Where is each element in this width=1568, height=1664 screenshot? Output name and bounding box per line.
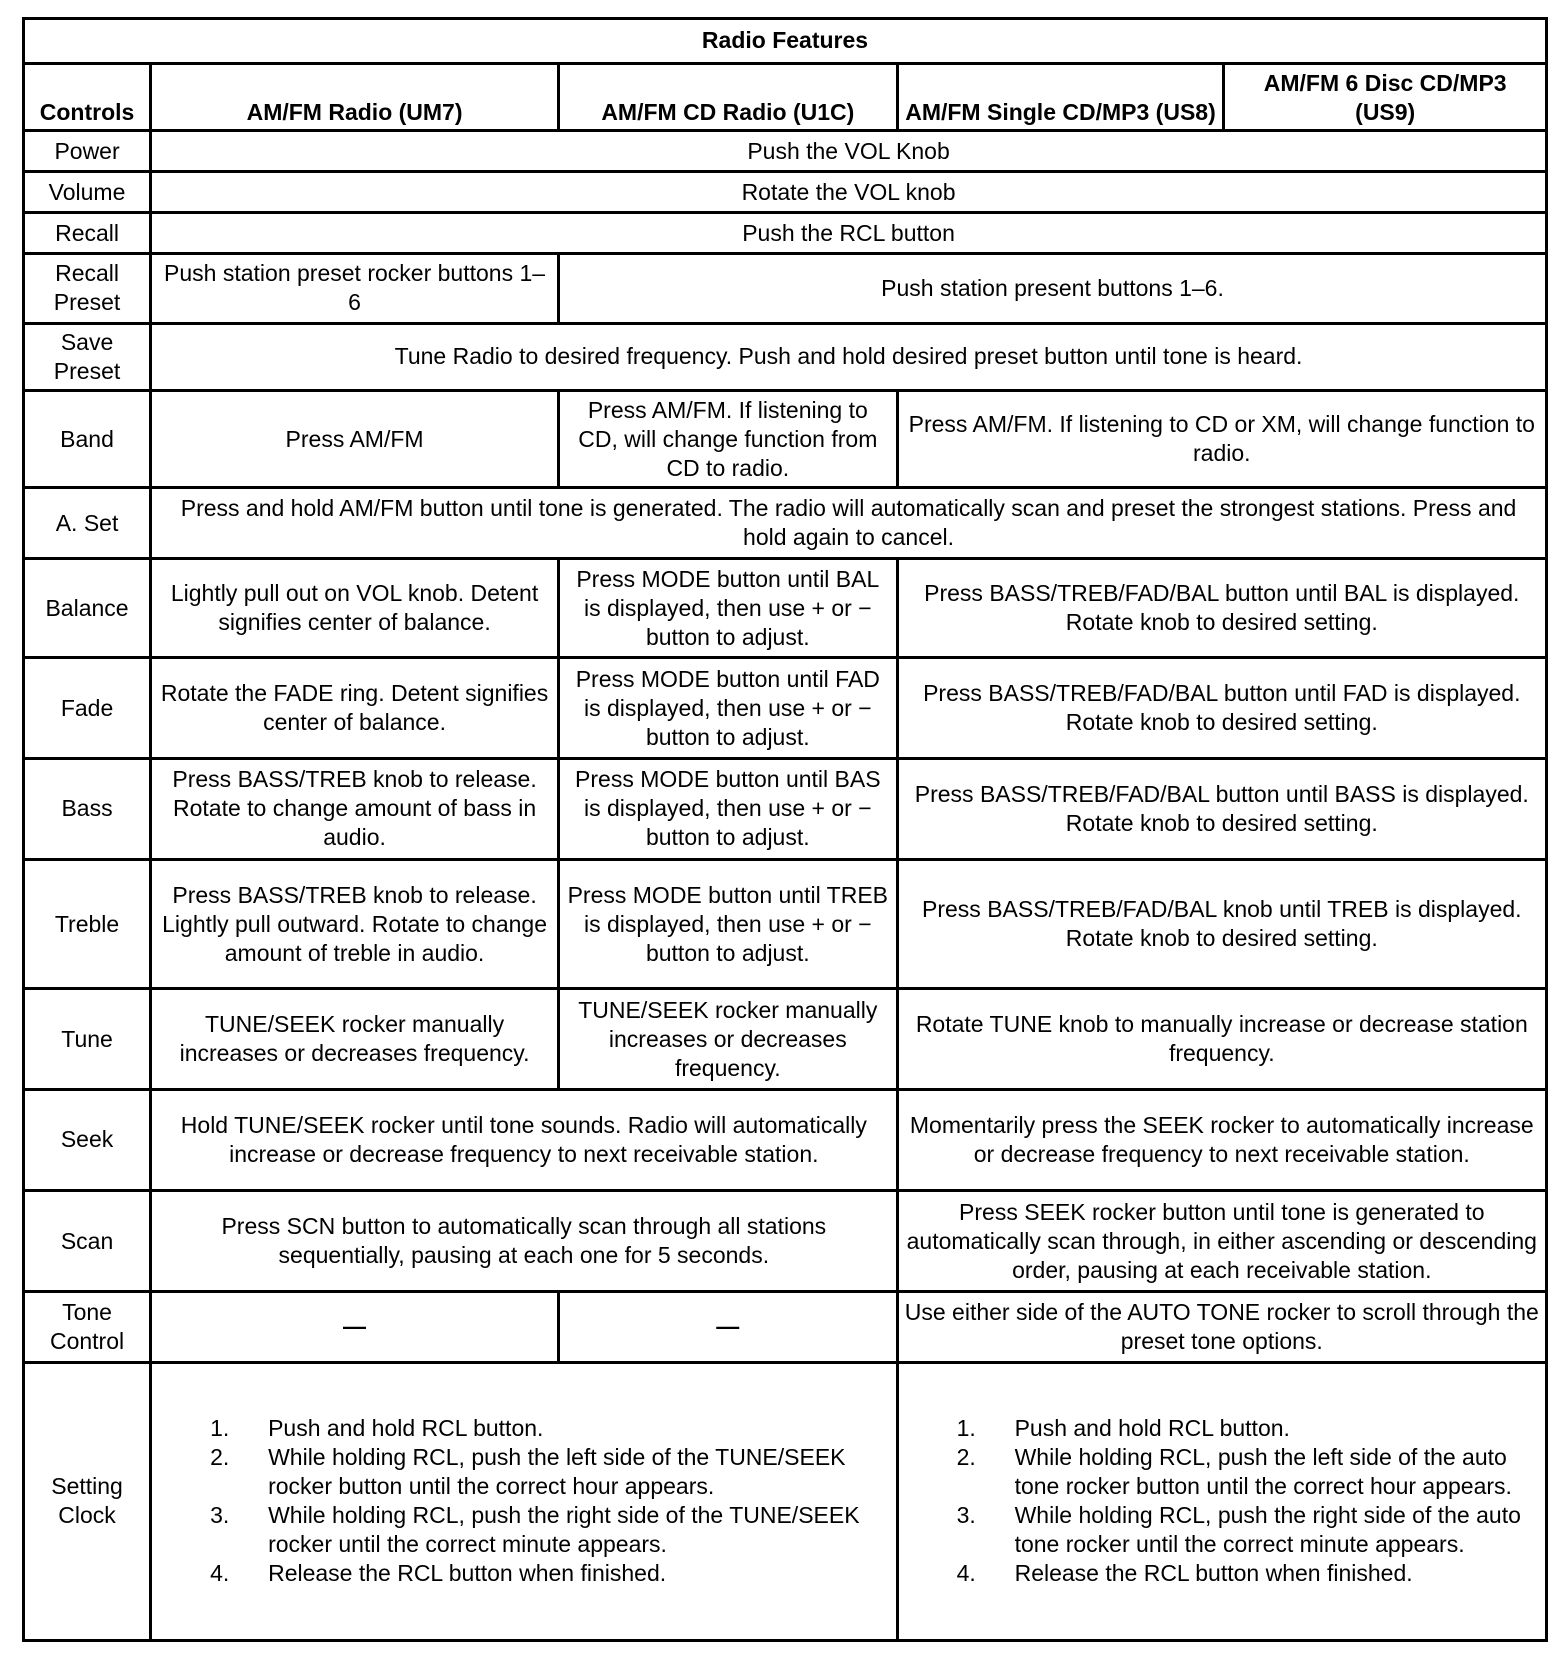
clock-step-text: While holding RCL, push the right side of the TUNE/SEEK rocker until the correct minute appears. bbox=[268, 1502, 860, 1558]
radio-features-sheet bbox=[22, 17, 1548, 1642]
setting-clock-us8-us9 bbox=[897, 1362, 1546, 1640]
clock-step-number: 3. bbox=[210, 1502, 230, 1529]
table-row-seek bbox=[24, 1089, 1547, 1190]
header-row bbox=[24, 63, 1547, 130]
band-um7: Press AM/FM bbox=[151, 391, 559, 488]
band-u1c: Press AM/FM. If listening to CD, will change function from CD to radio. bbox=[559, 391, 898, 488]
header-us9: AM/FM 6 Disc CD/MP3 (US9) bbox=[1224, 63, 1547, 130]
row-label-tone-control: Tone Control bbox=[24, 1292, 151, 1363]
clock-step bbox=[905, 1559, 1539, 1588]
table-title: Radio Features bbox=[24, 19, 1547, 64]
tone-control-us8-us9: Use either side of the AUTO TONE rocker to scroll through the preset tone options. bbox=[897, 1292, 1546, 1363]
recall-preset-um7: Push station preset rocker buttons 1–6 bbox=[151, 254, 559, 324]
clock-step bbox=[905, 1501, 1539, 1559]
table-row-volume bbox=[24, 172, 1547, 213]
a-set-all: Press and hold AM/FM button until tone is generated. The radio will automatically scan and preset the strongest stations. Press and hold again to cancel. bbox=[151, 488, 1547, 559]
balance-u1c: Press MODE button until BAL is displayed, then use + or − button to adjust. bbox=[559, 558, 898, 657]
table-row-setting-clock bbox=[24, 1362, 1547, 1640]
clock-step-number: 2. bbox=[210, 1444, 230, 1471]
row-label-setting-clock: Setting Clock bbox=[24, 1362, 151, 1640]
table-row-fade bbox=[24, 658, 1547, 759]
setting-clock-um7-u1c bbox=[151, 1362, 898, 1640]
row-label-a-set: A. Set bbox=[24, 488, 151, 559]
balance-us8-us9: Press BASS/TREB/FAD/BAL button until BAL is displayed. Rotate knob to desired setting. bbox=[897, 558, 1546, 657]
row-label-seek: Seek bbox=[24, 1089, 151, 1190]
power-all: Push the VOL Knob bbox=[151, 131, 1547, 172]
tune-um7: TUNE/SEEK rocker manually increases or decreases frequency. bbox=[151, 989, 559, 1089]
seek-um7-u1c: Hold TUNE/SEEK rocker until tone sounds. Radio will automatically increase or decrease frequency to next receivable station. bbox=[151, 1089, 898, 1190]
clock-step bbox=[905, 1443, 1539, 1501]
row-label-fade: Fade bbox=[24, 658, 151, 759]
clock-steps-us8-us9 bbox=[905, 1414, 1539, 1588]
treble-um7: Press BASS/TREB knob to release. Lightly pull outward. Rotate to change amount of treble in audio. bbox=[151, 859, 559, 989]
row-label-scan: Scan bbox=[24, 1190, 151, 1291]
scan-um7-u1c: Press SCN button to automatically scan through all stations sequentially, pausing at each one for 5 seconds. bbox=[151, 1190, 898, 1291]
band-us8-us9: Press AM/FM. If listening to CD or XM, will change function to radio. bbox=[897, 391, 1546, 488]
volume-all: Rotate the VOL knob bbox=[151, 172, 1547, 213]
row-label-band: Band bbox=[24, 391, 151, 488]
table-row-band bbox=[24, 391, 1547, 488]
clock-step-text: While holding RCL, push the left side of the TUNE/SEEK rocker button until the correct hour appears. bbox=[268, 1444, 846, 1500]
radio-features-table bbox=[22, 17, 1548, 1642]
clock-steps-um7-u1c bbox=[158, 1414, 890, 1588]
clock-step bbox=[905, 1414, 1539, 1443]
row-label-treble: Treble bbox=[24, 859, 151, 989]
clock-step-text: Release the RCL button when finished. bbox=[268, 1560, 667, 1587]
header-u1c: AM/FM CD Radio (U1C) bbox=[559, 63, 898, 130]
clock-step bbox=[158, 1559, 890, 1588]
title-row bbox=[24, 19, 1547, 64]
clock-step-number: 4. bbox=[210, 1560, 230, 1587]
recall-preset-others: Push station present buttons 1–6. bbox=[559, 254, 1547, 324]
table-row-balance bbox=[24, 558, 1547, 657]
clock-step-text: While holding RCL, push the right side of the auto tone rocker until the correct minute appears. bbox=[1014, 1502, 1521, 1558]
fade-um7: Rotate the FADE ring. Detent signifies center of balance. bbox=[151, 658, 559, 759]
table-row-treble bbox=[24, 859, 1547, 989]
seek-us8-us9: Momentarily press the SEEK rocker to automatically increase or decrease frequency to next receivable station. bbox=[897, 1089, 1546, 1190]
treble-u1c: Press MODE button until TREB is displayed, then use + or − button to adjust. bbox=[559, 859, 898, 989]
table-row-scan bbox=[24, 1190, 1547, 1291]
table-row-recall bbox=[24, 213, 1547, 254]
table-row-a-set bbox=[24, 488, 1547, 559]
clock-step-text: Release the RCL button when finished. bbox=[1014, 1560, 1413, 1587]
row-label-bass: Bass bbox=[24, 759, 151, 859]
table-row-bass bbox=[24, 759, 1547, 859]
tune-u1c: TUNE/SEEK rocker manually increases or decreases frequency. bbox=[559, 989, 898, 1089]
treble-us8-us9: Press BASS/TREB/FAD/BAL knob until TREB is displayed. Rotate knob to desired setting. bbox=[897, 859, 1546, 989]
bass-u1c: Press MODE button until BAS is displayed, then use + or − button to adjust. bbox=[559, 759, 898, 859]
clock-step-number: 1. bbox=[956, 1415, 976, 1442]
row-label-power: Power bbox=[24, 131, 151, 172]
clock-step bbox=[158, 1501, 890, 1559]
table-row-power bbox=[24, 131, 1547, 172]
clock-step-text: Push and hold RCL button. bbox=[1014, 1415, 1290, 1442]
tune-us8-us9: Rotate TUNE knob to manually increase or decrease station frequency. bbox=[897, 989, 1546, 1089]
scan-us8-us9: Press SEEK rocker button until tone is generated to automatically scan through, in either ascending or descending order, pausing at each receivable station. bbox=[897, 1190, 1546, 1291]
clock-step-text: Push and hold RCL button. bbox=[268, 1415, 544, 1442]
table-row-tone-control bbox=[24, 1292, 1547, 1363]
header-us8: AM/FM Single CD/MP3 (US8) bbox=[897, 63, 1224, 130]
clock-step bbox=[158, 1414, 890, 1443]
clock-step-text: While holding RCL, push the left side of the auto tone rocker button until the correct hour appears. bbox=[1014, 1444, 1512, 1500]
tone-control-um7: — bbox=[151, 1292, 559, 1363]
row-label-volume: Volume bbox=[24, 172, 151, 213]
table-row-tune bbox=[24, 989, 1547, 1089]
clock-step-number: 3. bbox=[956, 1502, 976, 1529]
fade-u1c: Press MODE button until FAD is displayed, then use + or − button to adjust. bbox=[559, 658, 898, 759]
recall-all: Push the RCL button bbox=[151, 213, 1547, 254]
tone-control-u1c: — bbox=[559, 1292, 898, 1363]
header-um7: AM/FM Radio (UM7) bbox=[151, 63, 559, 130]
balance-um7: Lightly pull out on VOL knob. Detent signifies center of balance. bbox=[151, 558, 559, 657]
row-label-recall: Recall bbox=[24, 213, 151, 254]
row-label-save-preset: Save Preset bbox=[24, 323, 151, 390]
table-row-recall-preset bbox=[24, 254, 1547, 324]
bass-us8-us9: Press BASS/TREB/FAD/BAL button until BASS is displayed. Rotate knob to desired setting. bbox=[897, 759, 1546, 859]
header-controls: Controls bbox=[24, 63, 151, 130]
row-label-recall-preset: Recall Preset bbox=[24, 254, 151, 324]
bass-um7: Press BASS/TREB knob to release. Rotate to change amount of bass in audio. bbox=[151, 759, 559, 859]
row-label-tune: Tune bbox=[24, 989, 151, 1089]
clock-step-number: 1. bbox=[210, 1415, 230, 1442]
clock-step-number: 4. bbox=[956, 1560, 976, 1587]
table-row-save-preset bbox=[24, 323, 1547, 390]
clock-step-number: 2. bbox=[956, 1444, 976, 1471]
save-preset-all: Tune Radio to desired frequency. Push and hold desired preset button until tone is heard. bbox=[151, 323, 1547, 390]
fade-us8-us9: Press BASS/TREB/FAD/BAL button until FAD is displayed. Rotate knob to desired setting. bbox=[897, 658, 1546, 759]
row-label-balance: Balance bbox=[24, 558, 151, 657]
clock-step bbox=[158, 1443, 890, 1501]
